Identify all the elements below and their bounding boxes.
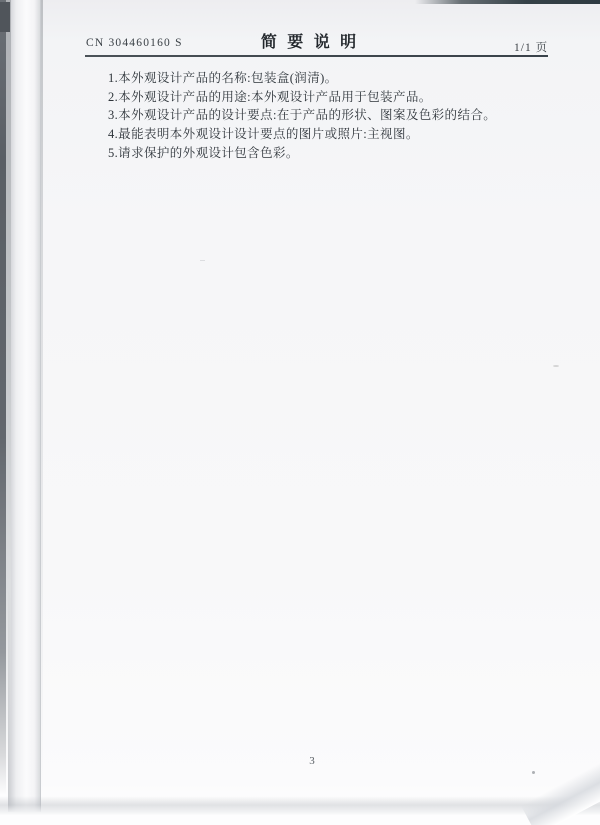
- scan-speck: [200, 260, 205, 261]
- document-number: CN 304460160 S: [86, 37, 183, 49]
- page-crease-shadow: [41, 0, 43, 800]
- list-item: 5.请求保护的外观设计包含色彩。: [108, 145, 299, 160]
- page-title: 简 要 说 明: [260, 34, 360, 51]
- header-rule: [85, 55, 548, 57]
- description-list: [108, 69, 548, 163]
- scan-speck: [532, 771, 535, 774]
- scanner-edge-top-right: [415, 0, 600, 4]
- list-item: 4.最能表明本外观设计设计要点的图片或照片:主视图。: [108, 127, 419, 142]
- list-item: 1.本外观设计产品的名称:包装盒(润清)。: [108, 71, 338, 85]
- scanner-edge-bottom: [0, 796, 600, 816]
- scanner-edge-left-fade: [6, 0, 11, 780]
- page-number: 3: [309, 755, 315, 767]
- scanner-edge-top-left: [0, 2, 10, 32]
- underlying-page-edge: [8, 0, 41, 812]
- list-item: 2.本外观设计产品的用途:本外观设计产品用于包装产品。: [108, 89, 432, 104]
- list-item: 3.本外观设计产品的设计要点:在于产品的形状、图案及色彩的结合。: [108, 108, 497, 123]
- sheet-indicator: 1/1 页: [514, 42, 549, 54]
- scan-speck: [553, 365, 559, 367]
